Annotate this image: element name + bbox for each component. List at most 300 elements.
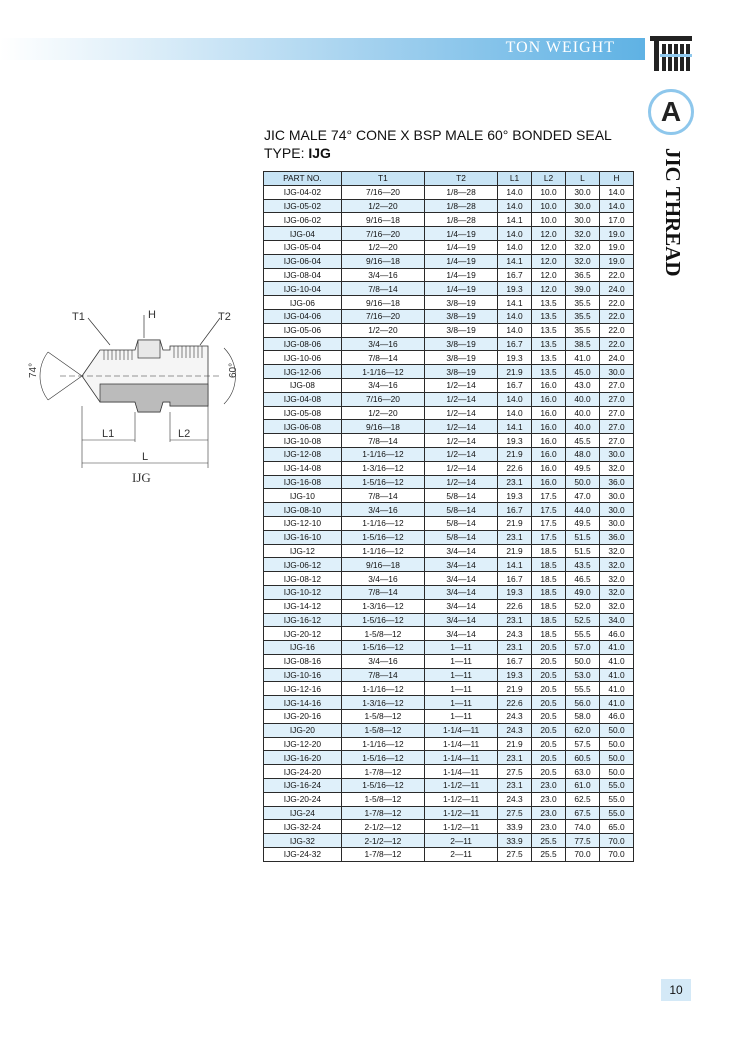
table-cell: 20.5 — [532, 682, 566, 696]
table-cell: 25.5 — [532, 834, 566, 848]
table-cell: 14.0 — [498, 185, 532, 199]
table-cell: IJG-04 — [264, 227, 342, 241]
table-cell: 1-1/2—11 — [425, 820, 498, 834]
table-cell: 50.0 — [565, 475, 599, 489]
table-cell: 23.1 — [498, 475, 532, 489]
table-cell: 5/8—14 — [425, 516, 498, 530]
table-cell: 30.0 — [565, 213, 599, 227]
table-cell: 41.0 — [599, 668, 633, 682]
table-cell: 21.9 — [498, 447, 532, 461]
table-cell: IJG-10-12 — [264, 585, 342, 599]
table-cell: 7/16—20 — [341, 227, 424, 241]
table-cell: 9/16—18 — [341, 558, 424, 572]
table-cell: 1-1/2—11 — [425, 792, 498, 806]
table-cell: 41.0 — [599, 696, 633, 710]
table-cell: 41.0 — [565, 351, 599, 365]
table-cell: 70.0 — [599, 834, 633, 848]
table-cell: 22.0 — [599, 309, 633, 323]
table-cell: 50.0 — [565, 654, 599, 668]
table-cell: 1/2—20 — [341, 406, 424, 420]
table-cell: 27.0 — [599, 392, 633, 406]
table-cell: 10.0 — [532, 213, 566, 227]
table-cell: IJG-10 — [264, 489, 342, 503]
table-cell: 45.0 — [565, 365, 599, 379]
table-cell: 17.5 — [532, 489, 566, 503]
table-cell: 14.0 — [498, 406, 532, 420]
table-cell: 7/8—14 — [341, 282, 424, 296]
table-cell: IJG-05-08 — [264, 406, 342, 420]
table-row — [264, 765, 634, 779]
table-cell: 3/8—19 — [425, 323, 498, 337]
table-cell: 3/8—19 — [425, 296, 498, 310]
table-cell: 3/4—14 — [425, 585, 498, 599]
table-cell: 30.0 — [565, 199, 599, 213]
table-cell: 1/2—14 — [425, 461, 498, 475]
table-cell: 7/16—20 — [341, 309, 424, 323]
table-cell: IJG-20-16 — [264, 710, 342, 724]
table-cell: 36.0 — [599, 530, 633, 544]
table-cell: IJG-05-02 — [264, 199, 342, 213]
column-header: L2 — [532, 172, 566, 186]
table-cell: 16.0 — [532, 378, 566, 392]
table-cell: 13.5 — [532, 337, 566, 351]
table-row — [264, 503, 634, 517]
table-cell: 27.5 — [498, 765, 532, 779]
table-cell: 62.5 — [565, 792, 599, 806]
table-cell: IJG-08-10 — [264, 503, 342, 517]
table-cell: 3/8—19 — [425, 309, 498, 323]
table-cell: 23.0 — [532, 806, 566, 820]
table-cell: 50.0 — [599, 723, 633, 737]
table-cell: 16.7 — [498, 378, 532, 392]
table-cell: 1—11 — [425, 710, 498, 724]
table-cell: 32.0 — [565, 240, 599, 254]
table-cell: 30.0 — [599, 503, 633, 517]
table-cell: 5/8—14 — [425, 503, 498, 517]
table-cell: 1-1/4—11 — [425, 765, 498, 779]
table-cell: 22.6 — [498, 599, 532, 613]
column-header: PART NO. — [264, 172, 342, 186]
table-cell: 40.0 — [565, 392, 599, 406]
table-cell: 36.0 — [599, 475, 633, 489]
table-cell: 1-7/8—12 — [341, 765, 424, 779]
table-cell: 22.0 — [599, 337, 633, 351]
table-cell: IJG-06-12 — [264, 558, 342, 572]
table-cell: 3/4—14 — [425, 544, 498, 558]
table-cell: 1-1/16—12 — [341, 737, 424, 751]
table-row — [264, 792, 634, 806]
table-cell: 32.0 — [599, 572, 633, 586]
table-cell: IJG-12-08 — [264, 447, 342, 461]
table-cell: 12.0 — [532, 240, 566, 254]
table-cell: 3/4—14 — [425, 627, 498, 641]
table-row — [264, 447, 634, 461]
table-cell: 52.5 — [565, 613, 599, 627]
table-row — [264, 585, 634, 599]
table-cell: 27.0 — [599, 406, 633, 420]
table-cell: 16.7 — [498, 572, 532, 586]
table-row — [264, 530, 634, 544]
table-cell: IJG-10-08 — [264, 434, 342, 448]
table-cell: 49.0 — [565, 585, 599, 599]
table-cell: 1-5/8—12 — [341, 627, 424, 641]
table-cell: 46.0 — [599, 627, 633, 641]
table-cell: 50.0 — [599, 765, 633, 779]
table-cell: 1/8—28 — [425, 199, 498, 213]
product-title — [264, 126, 612, 162]
table-row — [264, 406, 634, 420]
table-cell: 25.5 — [532, 848, 566, 862]
table-cell: 49.5 — [565, 516, 599, 530]
table-row — [264, 392, 634, 406]
table-cell: 18.5 — [532, 613, 566, 627]
table-cell: 67.5 — [565, 806, 599, 820]
table-cell: IJG-12-20 — [264, 737, 342, 751]
table-cell: IJG-04-06 — [264, 309, 342, 323]
table-cell: 7/8—14 — [341, 434, 424, 448]
table-cell: 1/2—14 — [425, 378, 498, 392]
table-cell: 14.1 — [498, 213, 532, 227]
table-cell: 19.0 — [599, 240, 633, 254]
table-cell: 16.0 — [532, 475, 566, 489]
table-cell: 21.9 — [498, 365, 532, 379]
label-angle-left: 74° — [28, 362, 39, 378]
table-row — [264, 213, 634, 227]
table-cell: 14.0 — [498, 392, 532, 406]
table-cell: 16.0 — [532, 420, 566, 434]
table-cell: 1—11 — [425, 682, 498, 696]
company-logo-icon — [648, 34, 694, 74]
table-cell: 16.7 — [498, 654, 532, 668]
table-row — [264, 282, 634, 296]
table-row — [264, 199, 634, 213]
table-cell: 1—11 — [425, 696, 498, 710]
table-cell: 1/4—19 — [425, 254, 498, 268]
table-cell: 7/8—14 — [341, 668, 424, 682]
table-cell: 56.0 — [565, 696, 599, 710]
table-cell: IJG-24-32 — [264, 848, 342, 862]
table-row — [264, 337, 634, 351]
table-cell: 20.5 — [532, 641, 566, 655]
table-cell: 14.0 — [599, 199, 633, 213]
table-cell: 14.1 — [498, 254, 532, 268]
label-h: H — [148, 309, 156, 321]
table-cell: 1/2—14 — [425, 447, 498, 461]
table-cell: 3/4—16 — [341, 378, 424, 392]
table-cell: 20.5 — [532, 654, 566, 668]
table-cell: 24.3 — [498, 723, 532, 737]
table-cell: 16.7 — [498, 503, 532, 517]
table-cell: 1-5/16—12 — [341, 641, 424, 655]
table-row — [264, 613, 634, 627]
product-type-line: TYPE: IJG — [264, 145, 331, 161]
table-cell: 51.5 — [565, 544, 599, 558]
table-cell: 21.9 — [498, 516, 532, 530]
table-cell: IJG-08-16 — [264, 654, 342, 668]
table-cell: 35.5 — [565, 309, 599, 323]
table-cell: 7/16—20 — [341, 392, 424, 406]
table-cell: IJG-10-06 — [264, 351, 342, 365]
table-cell: 20.5 — [532, 696, 566, 710]
table-row — [264, 751, 634, 765]
table-cell: IJG-05-04 — [264, 240, 342, 254]
table-row — [264, 434, 634, 448]
table-cell: 23.1 — [498, 613, 532, 627]
table-row — [264, 668, 634, 682]
table-cell: 58.0 — [565, 710, 599, 724]
table-cell: 19.0 — [599, 227, 633, 241]
table-cell: 47.0 — [565, 489, 599, 503]
table-cell: 19.3 — [498, 434, 532, 448]
brand-text: TON WEIGHT — [505, 39, 615, 56]
table-cell: IJG-16 — [264, 641, 342, 655]
table-cell: 9/16—18 — [341, 420, 424, 434]
table-cell: 1-5/8—12 — [341, 723, 424, 737]
table-cell: 10.0 — [532, 199, 566, 213]
table-cell: 22.6 — [498, 461, 532, 475]
table-cell: 24.3 — [498, 792, 532, 806]
label-t2: T2 — [218, 311, 231, 323]
table-cell: 16.0 — [532, 461, 566, 475]
table-cell: 14.1 — [498, 558, 532, 572]
table-cell: 1/2—20 — [341, 240, 424, 254]
table-cell: 3/4—16 — [341, 572, 424, 586]
table-cell: 22.0 — [599, 268, 633, 282]
table-cell: 1-3/16—12 — [341, 599, 424, 613]
table-cell: 19.0 — [599, 254, 633, 268]
label-l2: L2 — [178, 428, 191, 440]
table-row — [264, 254, 634, 268]
table-cell: 40.0 — [565, 406, 599, 420]
table-cell: IJG-08-04 — [264, 268, 342, 282]
table-cell: 74.0 — [565, 820, 599, 834]
table-row — [264, 378, 634, 392]
table-cell: 51.5 — [565, 530, 599, 544]
table-cell: 16.0 — [532, 434, 566, 448]
table-cell: 32.0 — [599, 558, 633, 572]
table-cell: IJG-16-08 — [264, 475, 342, 489]
table-cell: 1/2—14 — [425, 392, 498, 406]
table-cell: 19.3 — [498, 351, 532, 365]
table-cell: 22.0 — [599, 296, 633, 310]
table-cell: 20.5 — [532, 751, 566, 765]
table-cell: 23.0 — [532, 779, 566, 793]
table-cell: 20.5 — [532, 765, 566, 779]
table-cell: 14.0 — [498, 199, 532, 213]
table-cell: 3/4—14 — [425, 599, 498, 613]
table-cell: 19.3 — [498, 489, 532, 503]
page-number: 10 — [661, 979, 691, 1001]
table-cell: 2—11 — [425, 848, 498, 862]
table-cell: 32.0 — [599, 544, 633, 558]
table-cell: 24.3 — [498, 710, 532, 724]
table-header-row — [264, 172, 634, 186]
table-cell: 36.5 — [565, 268, 599, 282]
table-row — [264, 309, 634, 323]
table-cell: 19.3 — [498, 585, 532, 599]
table-cell: 30.0 — [599, 365, 633, 379]
label-l1: L1 — [102, 428, 115, 440]
table-cell: 70.0 — [565, 848, 599, 862]
table-cell: 20.5 — [532, 668, 566, 682]
table-cell: IJG-14-12 — [264, 599, 342, 613]
table-cell: 1-5/16—12 — [341, 613, 424, 627]
table-row — [264, 185, 634, 199]
table-cell: 23.0 — [532, 792, 566, 806]
table-cell: 55.0 — [599, 806, 633, 820]
table-cell: 14.0 — [498, 309, 532, 323]
table-cell: 1/2—14 — [425, 420, 498, 434]
table-cell: 21.9 — [498, 544, 532, 558]
table-cell: 27.5 — [498, 806, 532, 820]
table-cell: 24.3 — [498, 627, 532, 641]
table-row — [264, 323, 634, 337]
table-cell: 16.0 — [532, 447, 566, 461]
table-cell: IJG-14-08 — [264, 461, 342, 475]
table-cell: 23.1 — [498, 779, 532, 793]
table-cell: 18.5 — [532, 599, 566, 613]
table-cell: 61.0 — [565, 779, 599, 793]
table-cell: IJG-32-24 — [264, 820, 342, 834]
table-cell: 27.5 — [498, 848, 532, 862]
table-cell: IJG-16-24 — [264, 779, 342, 793]
table-cell: 18.5 — [532, 585, 566, 599]
table-cell: 14.0 — [498, 323, 532, 337]
table-cell: IJG-10-16 — [264, 668, 342, 682]
table-row — [264, 848, 634, 862]
table-cell: 14.1 — [498, 420, 532, 434]
table-cell: 23.1 — [498, 751, 532, 765]
table-cell: 3/4—16 — [341, 654, 424, 668]
table-cell: 3/4—14 — [425, 558, 498, 572]
table-row — [264, 779, 634, 793]
table-cell: 1/2—14 — [425, 475, 498, 489]
table-cell: 1-3/16—12 — [341, 696, 424, 710]
section-letter: A — [660, 96, 682, 127]
table-row — [264, 723, 634, 737]
table-cell: 38.5 — [565, 337, 599, 351]
table-cell: 30.0 — [599, 447, 633, 461]
table-cell: 1-5/16—12 — [341, 751, 424, 765]
table-cell: IJG-24 — [264, 806, 342, 820]
table-cell: IJG-08-12 — [264, 572, 342, 586]
table-cell: IJG-06-08 — [264, 420, 342, 434]
side-title-text: JIC THREAD — [661, 148, 685, 277]
table-cell: 55.0 — [599, 792, 633, 806]
table-cell: 1-1/4—11 — [425, 751, 498, 765]
table-cell: 39.0 — [565, 282, 599, 296]
table-cell: IJG-20 — [264, 723, 342, 737]
table-cell: 17.0 — [599, 213, 633, 227]
table-cell: 3/8—19 — [425, 351, 498, 365]
table-cell: 1-5/16—12 — [341, 475, 424, 489]
table-cell: 13.5 — [532, 365, 566, 379]
table-cell: 57.0 — [565, 641, 599, 655]
table-cell: IJG-12 — [264, 544, 342, 558]
table-cell: 62.0 — [565, 723, 599, 737]
table-cell: 19.3 — [498, 668, 532, 682]
table-cell: IJG-04-02 — [264, 185, 342, 199]
table-cell: 1-5/16—12 — [341, 779, 424, 793]
table-cell: 41.0 — [599, 654, 633, 668]
table-cell: 1-1/2—11 — [425, 779, 498, 793]
table-cell: 60.5 — [565, 751, 599, 765]
table-cell: 3/4—16 — [341, 337, 424, 351]
table-row — [264, 558, 634, 572]
table-cell: IJG-06 — [264, 296, 342, 310]
table-cell: 2—11 — [425, 834, 498, 848]
table-cell: 30.0 — [599, 516, 633, 530]
table-cell: 1-1/16—12 — [341, 447, 424, 461]
table-cell: 43.5 — [565, 558, 599, 572]
column-header: T1 — [341, 172, 424, 186]
table-cell: 12.0 — [532, 282, 566, 296]
table-cell: 1/4—19 — [425, 227, 498, 241]
table-cell: 12.0 — [532, 268, 566, 282]
table-cell: 1/4—19 — [425, 282, 498, 296]
table-cell: 43.0 — [565, 378, 599, 392]
table-cell: 10.0 — [532, 185, 566, 199]
table-cell: 55.0 — [599, 779, 633, 793]
column-header: L — [565, 172, 599, 186]
table-cell: IJG-04-08 — [264, 392, 342, 406]
table-cell: IJG-20-24 — [264, 792, 342, 806]
diagram-caption: IJG — [132, 470, 151, 485]
table-cell: 9/16—18 — [341, 296, 424, 310]
table-cell: 63.0 — [565, 765, 599, 779]
table-cell: 1—11 — [425, 654, 498, 668]
table-cell: 14.0 — [498, 240, 532, 254]
table-row — [264, 268, 634, 282]
table-cell: 41.0 — [599, 641, 633, 655]
label-l: L — [142, 451, 149, 463]
table-cell: 57.5 — [565, 737, 599, 751]
table-cell: 18.5 — [532, 558, 566, 572]
table-row — [264, 544, 634, 558]
table-cell: 21.9 — [498, 682, 532, 696]
table-cell: 35.5 — [565, 323, 599, 337]
table-cell: 12.0 — [532, 227, 566, 241]
table-cell: 33.9 — [498, 820, 532, 834]
table-cell: 13.5 — [532, 296, 566, 310]
table-cell: IJG-16-12 — [264, 613, 342, 627]
table-cell: 33.9 — [498, 834, 532, 848]
table-cell: 7/8—14 — [341, 351, 424, 365]
table-cell: IJG-12-06 — [264, 365, 342, 379]
table-cell: 14.1 — [498, 296, 532, 310]
table-cell: IJG-06-04 — [264, 254, 342, 268]
table-cell: 13.5 — [532, 351, 566, 365]
table-cell: 1/8—28 — [425, 213, 498, 227]
table-cell: 46.0 — [599, 710, 633, 724]
table-cell: 50.0 — [599, 751, 633, 765]
table-row — [264, 489, 634, 503]
table-cell: 1/4—19 — [425, 268, 498, 282]
table-cell: 23.1 — [498, 530, 532, 544]
table-cell: 18.5 — [532, 572, 566, 586]
table-cell: 21.9 — [498, 737, 532, 751]
table-cell: 20.5 — [532, 710, 566, 724]
table-cell: 53.0 — [565, 668, 599, 682]
table-cell: 19.3 — [498, 282, 532, 296]
table-cell: 1-1/16—12 — [341, 365, 424, 379]
table-cell: 1-1/16—12 — [341, 516, 424, 530]
table-cell: 48.0 — [565, 447, 599, 461]
column-header: L1 — [498, 172, 532, 186]
table-row — [264, 682, 634, 696]
table-cell: 20.5 — [532, 737, 566, 751]
table-row — [264, 627, 634, 641]
